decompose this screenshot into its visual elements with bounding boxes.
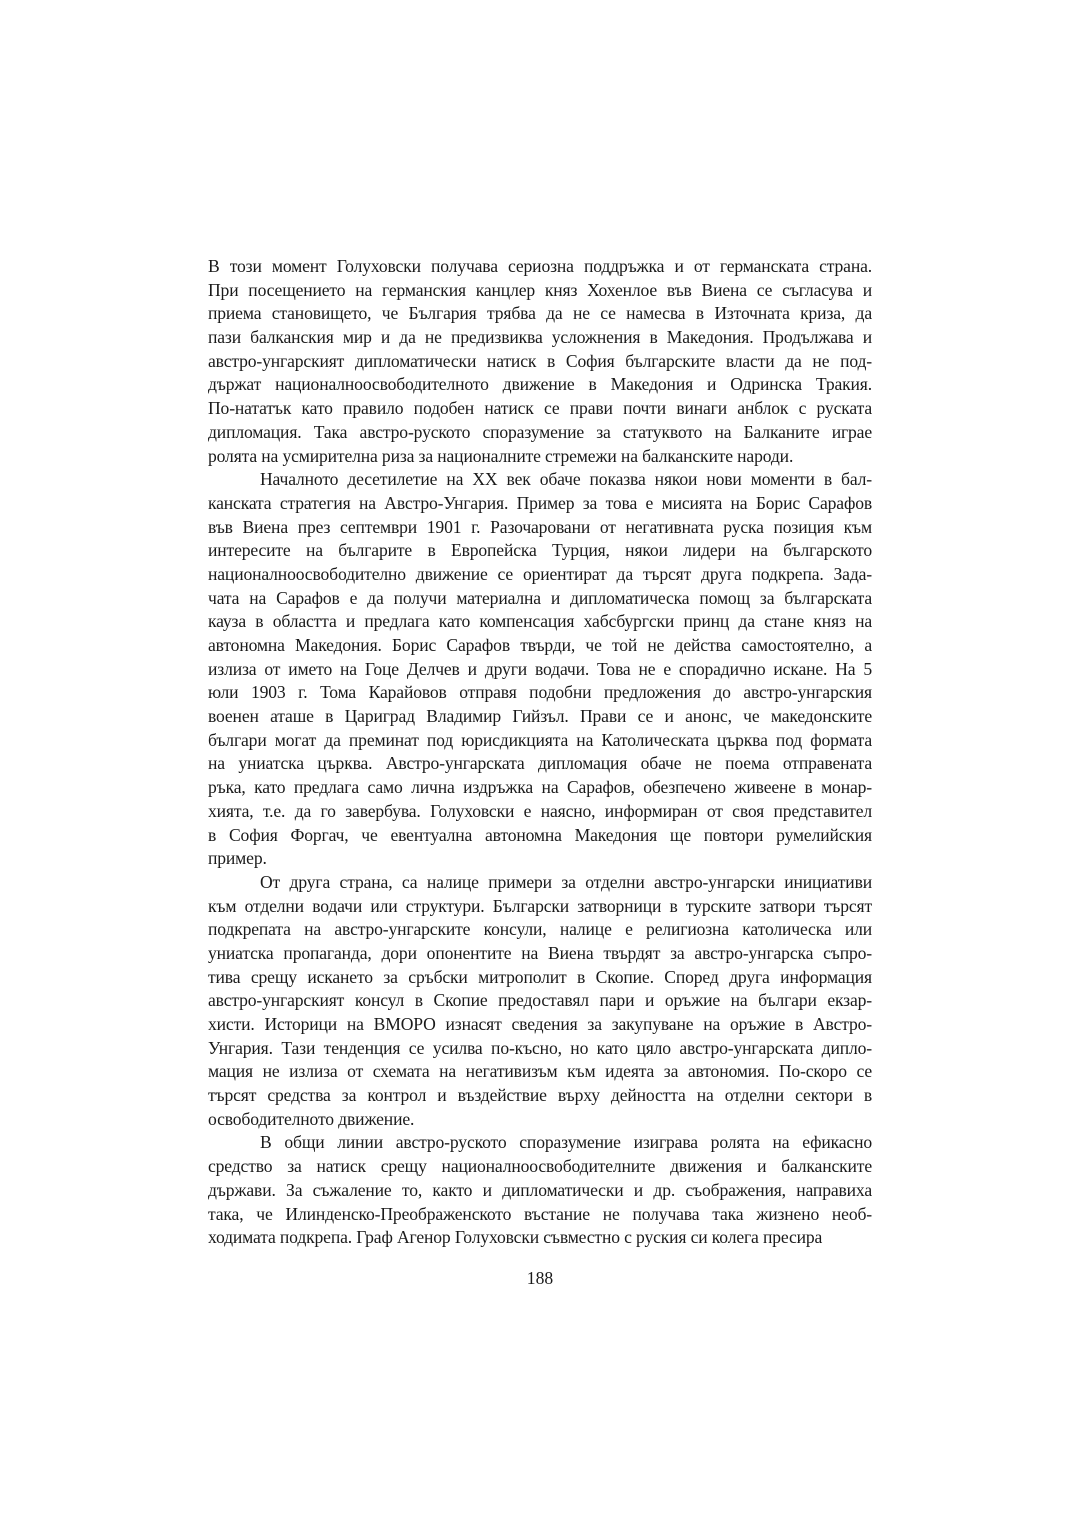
text-line: държави. За съжаление то, както и дипломатически и др. съображения, направиха [208, 1179, 872, 1200]
text-line: австро-унгарският консул в Скопие предоставял пари и оръжие на българи екзар- [208, 990, 872, 1011]
text-line: интересите на българите в Европейска Турция, някои лидери на българското [208, 540, 872, 561]
text-line: униатска пропаганда, дори опонентите на Виена твърдят за австро-унгарска съпро- [208, 942, 872, 963]
text-line: ходимата подкрепа. Граф Агенор Голуховски съвместно с руския си колега пресира [208, 1227, 823, 1248]
paragraph [208, 871, 872, 1132]
text-line: юли 1903 г. Тома Карайовов отправя подобни предложения до австро-унгарския [208, 682, 872, 703]
text-line: в София Форгач, че евентуална автономна Македония ще повтори румелийския [208, 824, 872, 845]
text-line: хията, т.е. да го завербува. Голуховски е наясно, информиран от своя представител [208, 800, 872, 821]
text-line: чата на Сарафов е да получи материална и дипломатическа помощ за българската [208, 587, 872, 608]
text-line: канската стратегия на Австро-Унгария. Пример за това е мисията на Борис Сарафов [208, 492, 872, 513]
text-line: мация не излиза от схемата на негативизъм към идеята за автономия. По-скоро се [208, 1061, 872, 1082]
text-line: дипломация. Така австро-руското споразумение за статуквото на Балканите играе [208, 421, 872, 442]
paragraph [208, 255, 872, 468]
text-line: тива срещу искането за сръбски митрополит в Скопие. Според друга информация [208, 966, 872, 987]
text-line: българи могат да преминат под юрисдикцията на Католическата църква под формата [208, 729, 872, 750]
text-line: В този момент Голуховски получава сериозна поддръжка и от германската страна. [208, 256, 872, 276]
text-line: пример. [208, 848, 267, 869]
page-body [208, 255, 872, 1250]
text-line: Унгария. Тази тенденция се усилва по-късно, но като цяло австро-унгарската дипло- [208, 1037, 872, 1058]
text-line: националноосвободително движение се ориентират да търсят друга подкрепа. Зада- [208, 563, 872, 584]
text-line: излиза от името на Гоце Делчев и други водачи. Това не е спорадично искане. На 5 [208, 658, 872, 679]
text-line: австро-унгарският дипломатически натиск в София българските власти да не под- [208, 350, 872, 371]
text-line: кауза в областта и предлага като компенсация хабсбургски принц да стане княз на [208, 611, 872, 632]
text-line: военен аташе в Цариград Владимир Гийзъл. Прави се и анонс, че македонските [208, 706, 872, 727]
text-line: държат националноосвободителното движение в Македония и Одринска Тракия. [208, 374, 872, 395]
text-line: приема становището, че България трябва да не се намесва в Източната криза, да [208, 303, 872, 324]
text-line: Началното десетилетие на ХХ век обаче показва някои нови моменти в бал- [260, 469, 872, 490]
text-line: ръка, като предлага само лична издръжка на Сарафов, обезпечено живеене в монар- [208, 777, 872, 798]
text-line: пази балканския мир и да не предизвиква усложнения в Македония. Продължава и [208, 327, 872, 348]
text-line: освободителното движение. [208, 1108, 415, 1129]
text-line: на униатска църква. Австро-унгарската дипломация обаче не поема отправената [208, 753, 872, 774]
text-line: автономна Македония. Борис Сарафов твърди, че той не действа самостоятелно, а [208, 635, 872, 655]
text-line: По-нататък като правило подобен натиск се прави почти винаги анблок с руската [208, 398, 872, 419]
text-line: При посещението на германския канцлер княз Хохенлое във Виена се съгласува и [208, 279, 872, 300]
text-line: подкрепата на австро-унгарските консули, налице е религиозна католическа или [208, 919, 872, 940]
text-line: От друга страна, са налице примери за отделни австро-унгарски инициативи [260, 871, 872, 892]
text-line: търсят средства за контрол и въздействие върху дейността на отделни сектори в [208, 1085, 872, 1106]
text-line: В общи линии австро-руското споразумение изиграва ролята на ефикасно [260, 1132, 872, 1153]
text-line: хисти. Историци на ВМОРО изнасят сведения за закупуване на оръжие в Австро- [208, 1014, 872, 1034]
text-line: ролята на усмирителна риза за националните стремежи на балканските народи. [208, 445, 794, 466]
text-line: към отделни водачи или структури. Български затворници в турските затвори търсят [208, 895, 872, 916]
text-line: средство за натиск срещу националноосвободителните движения и балканските [208, 1156, 872, 1177]
text-line: така, че Илинденско-Преображенското въстание не получава така жизнено необ- [208, 1203, 872, 1224]
text-line: във Виена през септември 1901 г. Разочаровани от негативната руска позиция към [208, 516, 872, 537]
paragraph [208, 1131, 872, 1249]
paragraph [208, 468, 872, 871]
page-number: 188 [526, 1268, 554, 1288]
